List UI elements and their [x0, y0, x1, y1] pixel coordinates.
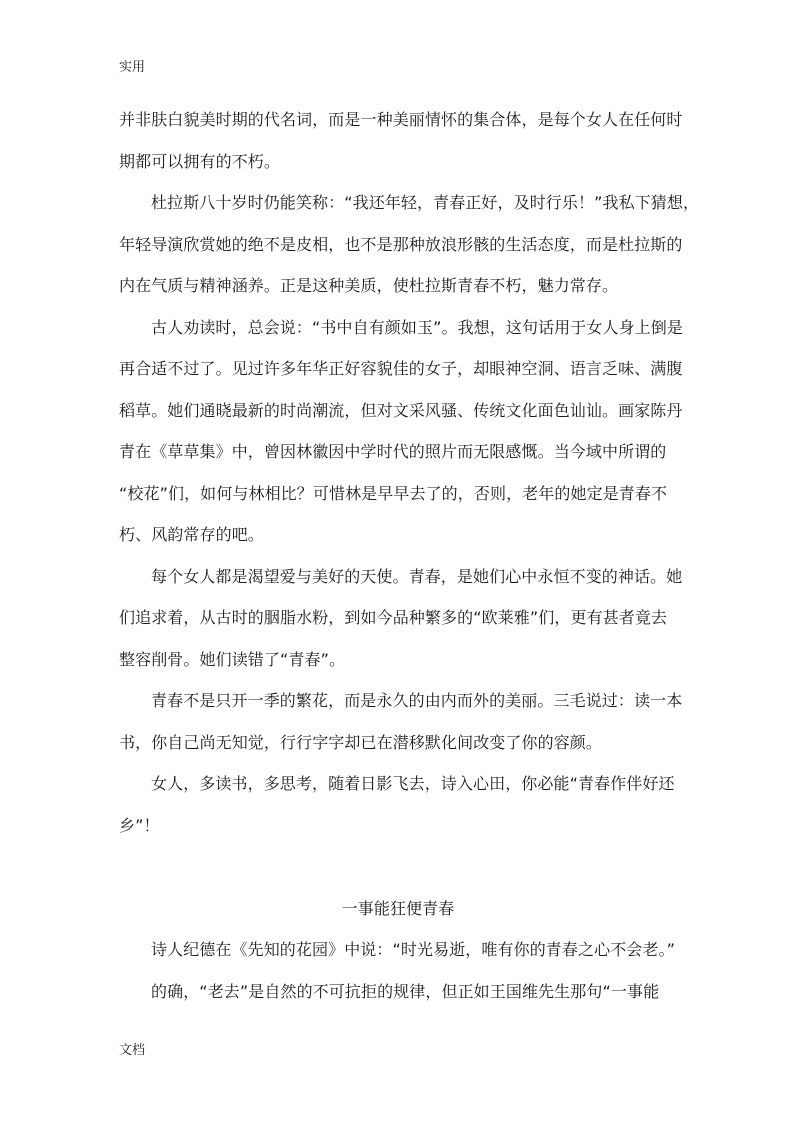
- paragraph-start-line: 青春不是只开一季的繁花，而是永久的由内而外的美丽。三毛说过：读一本: [151, 691, 683, 710]
- text-line: 整容削骨。她们读错了“青春”。: [119, 649, 346, 669]
- document-body: [119, 99, 700, 1012]
- paragraph-start-line: 杜拉斯八十岁时仍能笑称：“我还年轻，青春正好，及时行乐！”我私下猜想，: [151, 193, 700, 212]
- text-line: 期都可以拥有的不朽。: [119, 151, 281, 171]
- paragraph-start-line: 古人劝读时，总会说：“书中自有颜如玉”。我想，这句话用于女人身上倒是: [151, 317, 683, 337]
- paragraph-start-line: 女人，多读书，多思考，随着日影飞去，诗入心田，你必能“青春作伴好还: [151, 774, 675, 793]
- page-header: 实用: [119, 60, 146, 75]
- paragraph-start-line: 的确，“老去”是自然的不可抗拒的规律，但正如王国维先生那句“一事能: [151, 981, 660, 1001]
- text-line: 朽、风韵常存的吧。: [119, 525, 264, 544]
- text-line: 年轻导演欣赏她的绝不是皮相，也不是那种放浪形骸的生活态度，而是杜拉斯的: [119, 234, 683, 254]
- text-line: 书，你自己尚无知觉，行行字字却已在潜移默化间改变了你的容颜。: [119, 732, 603, 752]
- text-line: 再合适不过了。见过许多年华正好容貌佳的女子，却眼神空洞、语言乏味、满腹: [119, 359, 683, 378]
- blank-line: [119, 846, 677, 888]
- text-line: 青在《草草集》中，曾因林徽因中学时代的照片而无限感慨。当今域中所谓的: [119, 442, 667, 461]
- text-line: “校花”们，如何与林相比？可惜林是早早去了的，否则，老年的她定是青春不: [119, 483, 668, 503]
- text-line: 内在气质与精神涵养。正是这种美质，使杜拉斯青春不朽，魅力常存。: [119, 276, 619, 295]
- text-line: 稻草。她们通晓最新的时尚潮流，但对文采风骚、传统文化面色讪讪。画家陈丹: [119, 400, 683, 420]
- text-line: 们追求着，从古时的胭脂水粉，到如今品种繁多的“欧莱雅”们，更有甚者竟去: [119, 608, 668, 627]
- paragraph-start-line: 每个女人都是渴望爱与美好的天使。青春，是她们心中永恒不变的神话。她: [151, 566, 683, 586]
- text-line: 乡”！: [119, 815, 160, 835]
- text-line: 并非肤白貌美时期的代名词，而是一种美丽情怀的集合体，是每个女人在任何时: [119, 110, 683, 129]
- section-title: 一事能狂便青春: [341, 898, 455, 918]
- paragraph-start-line: 诗人纪德在《先知的花园》中说：“时光易逝，唯有你的青春之心不会老。”: [151, 940, 675, 959]
- page-footer: 文档: [119, 1043, 146, 1058]
